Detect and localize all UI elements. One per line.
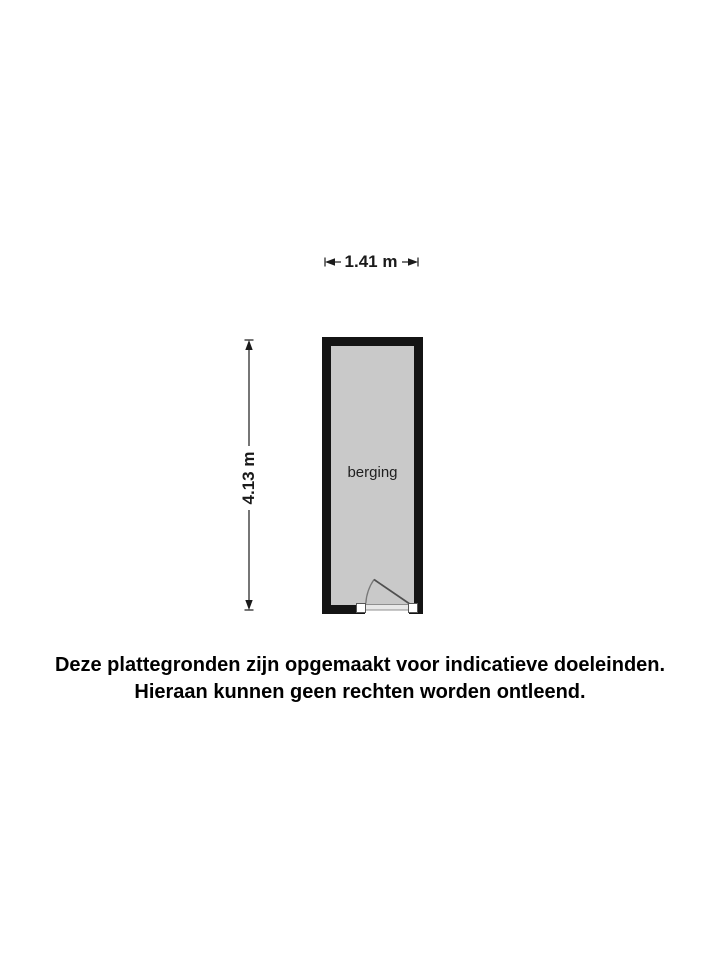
room-name-label: berging xyxy=(347,464,398,481)
door-jamb-right xyxy=(409,604,418,613)
door-jamb-left xyxy=(357,604,366,613)
disclaimer-line-2: Hieraan kunnen geen rechten worden ontleend. xyxy=(134,680,586,703)
width-dimension-label: 1.41 m xyxy=(344,252,398,271)
height-dimension-label: 4.13 m xyxy=(239,451,258,505)
door-threshold xyxy=(366,605,409,611)
disclaimer-text xyxy=(0,652,720,705)
height-dim-bottom-arrowhead xyxy=(245,600,252,610)
height-dim-top-arrowhead xyxy=(245,340,252,350)
disclaimer-line-1: Deze plattegronden zijn opgemaakt voor indicatieve doeleinden. xyxy=(54,654,666,676)
